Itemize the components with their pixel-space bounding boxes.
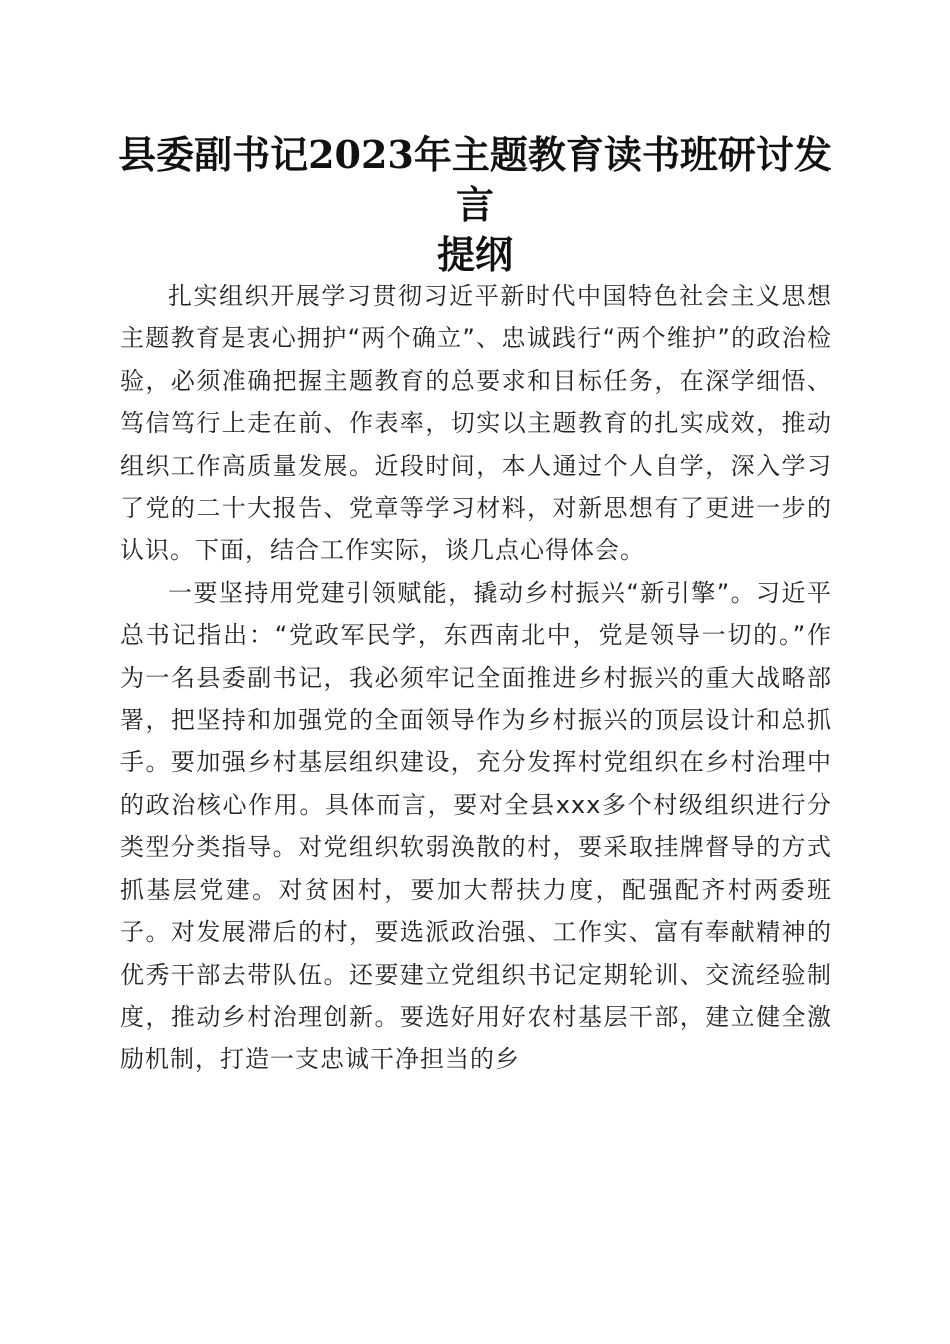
document-title [100, 130, 850, 280]
title-line-2: 提纲 [436, 232, 513, 277]
paragraph-point-1: 一要坚持用党建引领赋能，撬动乡村振兴“新引擎”。习近平总书记指出：“党政军民学，东西南北中，党是领导一切的。”作为一名县委副书记，我必须牢记全面推进乡村振兴的重大战略部署，把坚持和加强党的全面领导作为乡村振兴的顶层设计和总抓手。要加强乡村基层组织建设，充分发挥村党组织在乡村治理中的政治核心作用。具体而言，要对全县xxx多个村级组织进行分类型分类指导。对党组织软弱涣散的村，要采取挂牌督导的方式抓基层党建。对贫困村，要加大帮扶力度，配强配齐村两委班子。对发展滞后的村，要选派政治强、工作实、富有奉献精神的优秀干部去带队伍。还要建立党组织书记定期轮训、交流经验制度，推动乡村治理创新。要选好用好农村基层干部，建立健全激励机制，打造一支忠诚干净担当的乡 [120, 578, 832, 1074]
paragraph-intro: 扎实组织开展学习贯彻习近平新时代中国特色社会主义思想主题教育是衷心拥护“两个确立”、忠诚践行“两个维护”的政治检验，必须准确把握主题教育的总要求和目标任务，在深学细悟、笃信笃行上走在前、作表率，切实以主题教育的扎实成效，推动组织工作高质量发展。近段时间，本人通过个人自学，深入学习了党的二十大报告、党章等学习材料，对新思想有了更进一步的认识。下面，结合工作实际，谈几点心得体会。 [120, 282, 832, 565]
document-body [120, 275, 832, 1081]
title-line-1: 县委副书记2023年主题教育读书班研讨发言 [118, 132, 832, 227]
